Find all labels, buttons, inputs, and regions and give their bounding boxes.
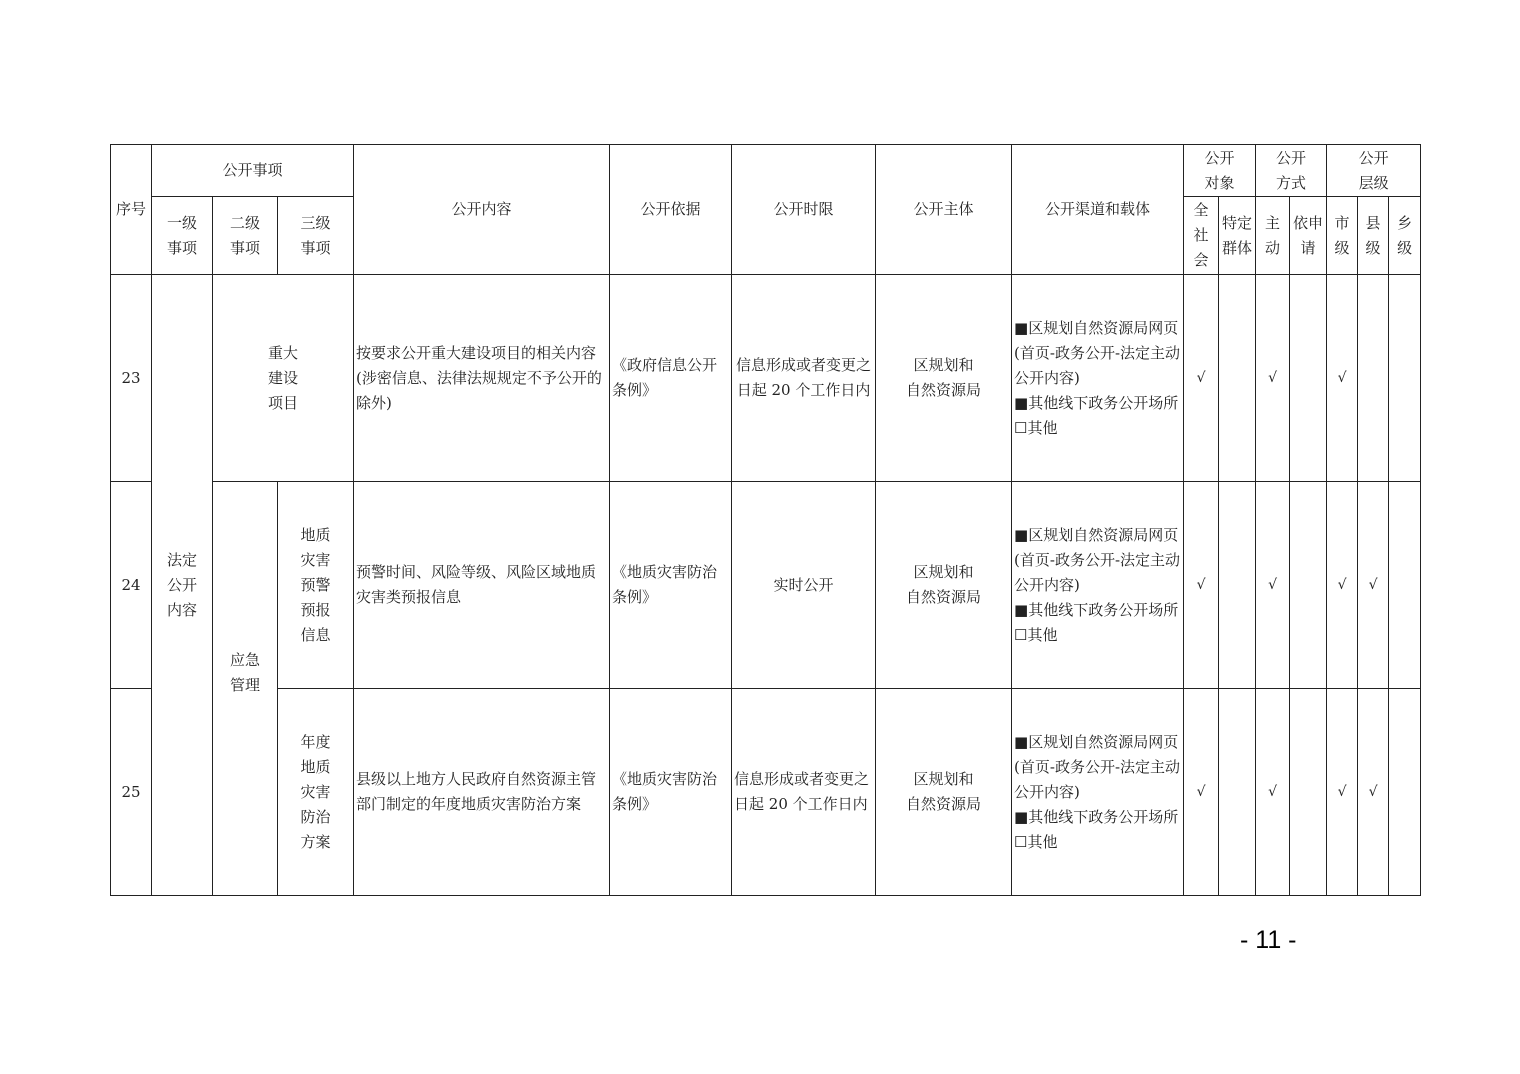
table-row	[111, 275, 1421, 482]
row-method-request	[1290, 482, 1327, 689]
row-level-town	[1389, 689, 1421, 896]
row-level-city: √	[1327, 482, 1358, 689]
header-seq: 序号	[111, 145, 152, 275]
row-channel: ■区规划自然资源局网页(首页-政务公开-法定主动公开内容) ■其他线下政务公开场所 ☐其他	[1012, 275, 1184, 482]
row-item: 重大 建设 项目	[213, 275, 354, 482]
header-level-town: 乡 级	[1389, 197, 1421, 275]
row-timelimit: 信息形成或者变更之日起 20 个工作日内	[732, 275, 876, 482]
header-row-1	[111, 145, 1421, 197]
header-object-all: 全 社 会	[1184, 197, 1219, 275]
row-method-request	[1290, 689, 1327, 896]
row-channel: ■区规划自然资源局网页(首页-政务公开-法定主动公开内容) ■其他线下政务公开场所 ☐其他	[1012, 689, 1184, 896]
row-channel: ■区规划自然资源局网页(首页-政务公开-法定主动公开内容) ■其他线下政务公开场所 ☐其他	[1012, 482, 1184, 689]
row-timelimit: 实时公开	[732, 482, 876, 689]
level2-label: 应急 管理	[229, 650, 260, 694]
header-content: 公开内容	[354, 145, 610, 275]
header-method-request: 依申 请	[1290, 197, 1327, 275]
header-level-county: 县 级	[1358, 197, 1389, 275]
header-level2: 二级 事项	[213, 197, 278, 275]
row-content: 县级以上地方人民政府自然资源主管部门制定的年度地质灾害防治方案	[354, 689, 610, 896]
header-subject: 公开主体	[876, 145, 1012, 275]
row-object-all: √	[1184, 275, 1219, 482]
page-number: - 11 -	[1240, 926, 1297, 954]
row-method-active: √	[1256, 275, 1290, 482]
header-method-active: 主 动	[1256, 197, 1290, 275]
row-method-request	[1290, 275, 1327, 482]
row-seq: 24	[111, 482, 152, 689]
row-item: 地质 灾害 预警 预报 信息	[278, 482, 354, 689]
row-level-town	[1389, 275, 1421, 482]
row-basis: 《政府信息公开条例》	[610, 275, 732, 482]
header-level1: 一级 事项	[152, 197, 213, 275]
row-seq: 25	[111, 689, 152, 896]
header-method: 公开 方式	[1256, 145, 1327, 197]
table-row	[111, 689, 1421, 896]
row-level-city: √	[1327, 275, 1358, 482]
row-level-city: √	[1327, 689, 1358, 896]
row-seq: 23	[111, 275, 152, 482]
row-basis: 《地质灾害防治条例》	[610, 482, 732, 689]
level2-cell	[213, 482, 278, 896]
header-level3: 三级 事项	[278, 197, 354, 275]
row-subject: 区规划和 自然资源局	[876, 689, 1012, 896]
row-level-town	[1389, 482, 1421, 689]
row-level-county	[1358, 275, 1389, 482]
row-method-active: √	[1256, 689, 1290, 896]
row-level-county: √	[1358, 482, 1389, 689]
header-matters: 公开事项	[152, 145, 354, 197]
header-channel: 公开渠道和载体	[1012, 145, 1184, 275]
header-level-city: 市 级	[1327, 197, 1358, 275]
row-object-specific	[1219, 482, 1256, 689]
row-content: 预警时间、风险等级、风险区域地质灾害类预报信息	[354, 482, 610, 689]
level1-cell: 法定 公开 内容	[152, 275, 213, 896]
row-object-specific	[1219, 689, 1256, 896]
row-method-active: √	[1256, 482, 1290, 689]
row-subject: 区规划和 自然资源局	[876, 275, 1012, 482]
header-object-specific: 特定 群体	[1219, 197, 1256, 275]
header-timelimit: 公开时限	[732, 145, 876, 275]
row-timelimit: 信息形成或者变更之日起 20 个工作日内	[732, 689, 876, 896]
table-row	[111, 482, 1421, 689]
row-object-all: √	[1184, 482, 1219, 689]
row-item: 年度 地质 灾害 防治 方案	[278, 689, 354, 896]
row-level-county: √	[1358, 689, 1389, 896]
header-basis: 公开依据	[610, 145, 732, 275]
disclosure-table	[110, 144, 1421, 896]
header-object: 公开 对象	[1184, 145, 1256, 197]
row-subject: 区规划和 自然资源局	[876, 482, 1012, 689]
row-content: 按要求公开重大建设项目的相关内容(涉密信息、法律法规规定不予公开的除外)	[354, 275, 610, 482]
row-object-specific	[1219, 275, 1256, 482]
row-basis: 《地质灾害防治条例》	[610, 689, 732, 896]
header-level: 公开 层级	[1327, 145, 1421, 197]
row-object-all: √	[1184, 689, 1219, 896]
